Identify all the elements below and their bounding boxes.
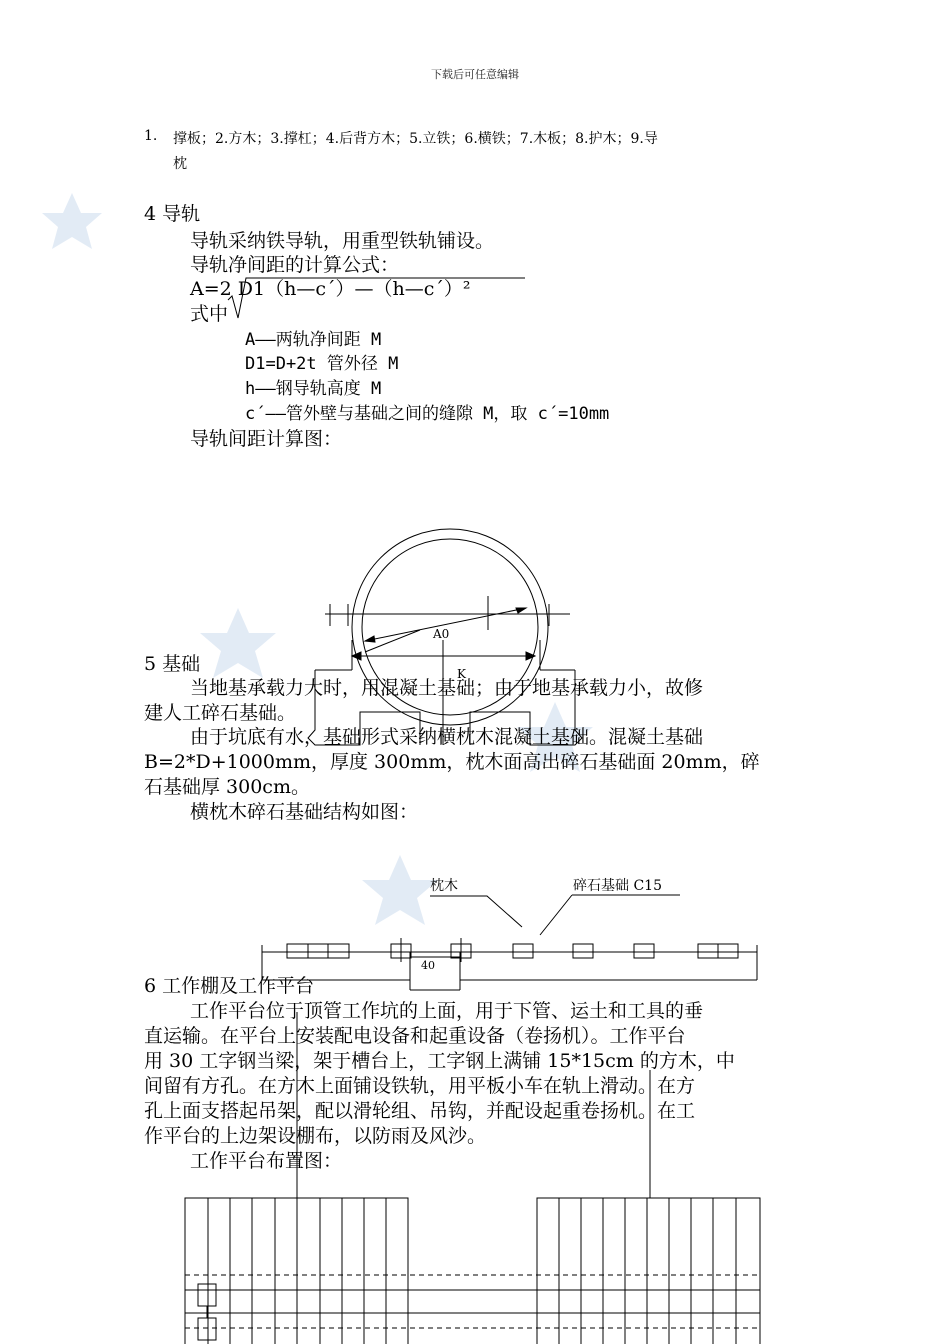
section6-line4: 间留有方孔。在方木上面铺设铁轨，用平板小车在轨上滑动。在方 bbox=[144, 1075, 696, 1097]
caption-number: 1. bbox=[144, 128, 158, 144]
section6-line1: 工作平台位于顶管工作坑的上面，用于下管、运土和工具的垂 bbox=[190, 1000, 704, 1022]
section4-p1: 导轨采纳铁导轨，用重型铁轨铺设。 bbox=[190, 230, 495, 252]
def-c: c´——管外壁与基础之间的缝隙 M，取 c´=10mm bbox=[245, 404, 610, 424]
label-gravel: 碎石基础 C15 bbox=[573, 878, 662, 894]
section5-line6: 横枕木碎石基础结构如图： bbox=[190, 801, 419, 823]
caption-line1: 撑板；2.方木；3.撑杠；4.后背方木；5.立铁；6.横铁；7.木板；8.护木；9.导 bbox=[173, 131, 658, 147]
section5-line4: B=2*D+1000mm，厚度 300mm，枕木面高出碎石基础面 20mm，碎 bbox=[144, 751, 760, 773]
def-a: A——两轨净间距 M bbox=[245, 330, 382, 350]
section4-heading: 4 导轨 bbox=[144, 203, 201, 225]
section6-line2: 直运输。在平台上安装配电设备和起重设备（卷扬机）。工作平台 bbox=[144, 1025, 686, 1047]
section5-heading: 5 基础 bbox=[144, 653, 201, 675]
section5-line1: 当地基承载力大时，用混凝土基础；由于地基承载力小，故修 bbox=[190, 677, 704, 699]
diagram1-label-a0: A0 bbox=[433, 627, 450, 641]
section6-heading: 6 工作棚及工作平台 bbox=[144, 975, 315, 997]
section5-line2: 建人工碎石基础。 bbox=[144, 702, 297, 724]
section6-line7: 工作平台布置图： bbox=[190, 1150, 343, 1172]
label-sleeper: 枕木 bbox=[430, 878, 458, 894]
section6-line3: 用 30 工字钢当梁，架于槽台上，工字钢上满铺 15*15cm 的方木，中 bbox=[144, 1050, 735, 1072]
section6-line6: 作平台的上边架设棚布，以防雨及风沙。 bbox=[144, 1125, 487, 1147]
def-d1: D1=D+2t 管外径 M bbox=[245, 354, 399, 374]
section5-line5: 石基础厚 300cm。 bbox=[144, 776, 310, 798]
label-40: 40 bbox=[421, 959, 435, 972]
section6-line5: 孔上面支搭起吊架，配以滑轮组、吊钩，并配设起重卷扬机。在工 bbox=[144, 1100, 696, 1122]
sqrt-sign bbox=[228, 278, 525, 318]
section5-line3: 由于坑底有水，基础形式采纳横枕木混凝土基础。混凝土基础 bbox=[190, 726, 704, 748]
diagram1-label-k: K bbox=[457, 667, 466, 681]
def-h: h——钢导轨高度 M bbox=[245, 379, 382, 399]
page-header: 下载后可任意编辑 bbox=[431, 68, 519, 81]
diagram1-intro: 导轨间距计算图： bbox=[190, 428, 343, 450]
leader-sleeper bbox=[430, 896, 522, 927]
caption-line2: 枕 bbox=[173, 156, 187, 172]
formula: A=2 D1（h—c´）—（h—c´）² bbox=[190, 278, 471, 300]
section4-p2: 导轨净间距的计算公式： bbox=[190, 254, 400, 276]
formula-where: 式中 bbox=[190, 303, 229, 325]
